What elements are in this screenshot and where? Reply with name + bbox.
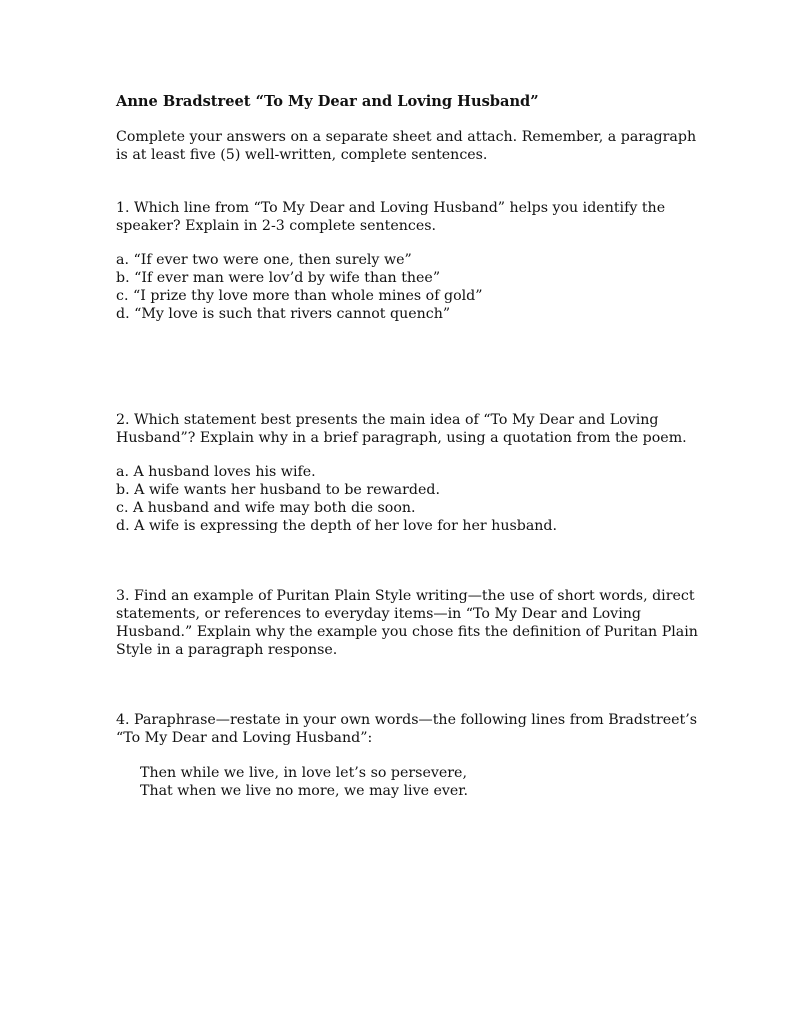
question-2-prompt-line-2: Husband”? Explain why in a brief paragraph, using a quotation from the poem.: [116, 430, 687, 446]
question-2-option-d: d. A wife is expressing the depth of her love for her husband.: [116, 518, 558, 534]
question-4-quote-line-1: Then while we live, in love let’s so persevere,: [140, 765, 467, 781]
question-2-option-c: c. A husband and wife may both die soon.: [116, 500, 416, 516]
page-title: Anne Bradstreet “To My Dear and Loving Husband”: [116, 93, 539, 110]
question-1-option-d: d. “My love is such that rivers cannot quench”: [116, 306, 451, 322]
question-1-prompt-line-1: 1. Which line from “To My Dear and Loving Husband” helps you identify the: [116, 200, 666, 216]
question-1-option-b: b. “If ever man were lov’d by wife than thee”: [116, 270, 441, 286]
question-1-option-c: c. “I prize thy love more than whole mines of gold”: [116, 288, 483, 304]
question-3-prompt-line-4: Style in a paragraph response.: [116, 642, 338, 658]
question-2-prompt-line-1: 2. Which statement best presents the main idea of “To My Dear and Loving: [116, 412, 659, 428]
instructions-line-1: Complete your answers on a separate sheet and attach. Remember, a paragraph: [116, 129, 697, 145]
question-3-prompt-line-2: statements, or references to everyday items—in “To My Dear and Loving: [116, 606, 641, 622]
question-3-prompt-line-3: Husband.” Explain why the example you chose fits the definition of Puritan Plain: [116, 624, 698, 640]
question-2-option-b: b. A wife wants her husband to be rewarded.: [116, 482, 440, 498]
question-1-option-a: a. “If ever two were one, then surely we”: [116, 252, 412, 268]
question-2-option-a: a. A husband loves his wife.: [116, 464, 316, 480]
question-3-prompt-line-1: 3. Find an example of Puritan Plain Style writing—the use of short words, direct: [116, 588, 695, 604]
question-4-quote-line-2: That when we live no more, we may live ever.: [140, 783, 469, 799]
question-4-prompt-line-1: 4. Paraphrase—restate in your own words—the following lines from Bradstreet’s: [116, 712, 698, 728]
instructions-line-2: is at least five (5) well-written, complete sentences.: [116, 147, 488, 163]
question-4-prompt-line-2: “To My Dear and Loving Husband”:: [116, 730, 373, 746]
question-1-prompt-line-2: speaker? Explain in 2-3 complete sentences.: [116, 218, 437, 234]
